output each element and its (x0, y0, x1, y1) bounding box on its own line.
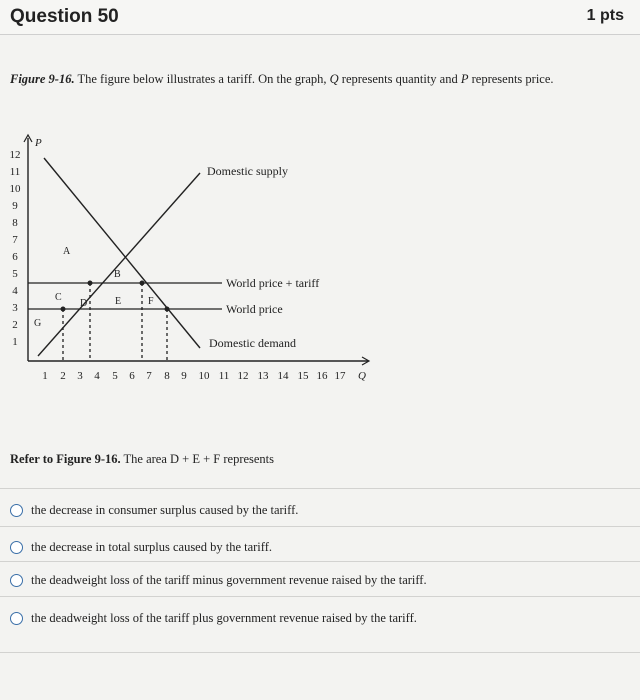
domestic-supply-line (38, 173, 200, 356)
question-points: 1 pts (586, 7, 624, 24)
radio-button[interactable] (10, 574, 23, 587)
point (165, 307, 170, 312)
figure-label: Figure 9-16. (10, 72, 75, 86)
y-tick: 1 (12, 336, 18, 348)
x-tick: 14 (277, 370, 289, 382)
radio-button[interactable] (10, 612, 23, 625)
intro-text-3: represents price. (468, 72, 554, 86)
x-tick: 12 (237, 370, 249, 382)
y-tick: 3 (12, 302, 18, 314)
x-tick: 8 (164, 370, 170, 382)
x-tick: 17 (334, 370, 346, 382)
y-tick: 7 (12, 234, 18, 246)
p-variable: P (460, 72, 469, 86)
area-label-b: B (114, 269, 121, 280)
point (88, 281, 93, 286)
divider (0, 652, 640, 653)
point (140, 281, 145, 286)
area-label-a: A (63, 246, 71, 257)
divider (0, 526, 640, 527)
tariff-graph (0, 128, 640, 388)
refer-text: The area D + E + F represents (120, 452, 275, 466)
y-tick: 11 (9, 166, 21, 178)
point (61, 307, 66, 312)
x-tick: 11 (218, 370, 230, 382)
x-tick: 5 (112, 370, 118, 382)
y-tick: 9 (12, 200, 18, 212)
option-label: the decrease in consumer surplus caused by the tariff. (31, 502, 299, 517)
x-tick: 15 (297, 370, 309, 382)
intro-text-2: represents quantity and (338, 72, 461, 86)
x-tick: 6 (129, 370, 135, 382)
y-tick: 5 (12, 268, 18, 280)
q-axis-label: Q (358, 370, 366, 382)
divider (0, 488, 640, 489)
answer-option-1[interactable] (10, 500, 298, 520)
y-tick-labels (10, 149, 22, 348)
option-label: the decrease in total surplus caused by the tariff. (31, 539, 273, 554)
y-tick: 8 (12, 217, 18, 229)
divider (0, 561, 640, 562)
world-price-tariff-label: World price + tariff (226, 276, 320, 290)
domestic-supply-label: Domestic supply (207, 164, 288, 178)
x-tick: 4 (94, 370, 100, 382)
world-price-label: World price (226, 302, 283, 316)
p-axis-label: P (35, 137, 42, 149)
x-tick: 2 (60, 370, 66, 382)
question-title: Question 50 (10, 6, 119, 27)
y-tick: 6 (12, 251, 18, 263)
question-header (0, 0, 640, 35)
area-label-d: D (80, 298, 88, 309)
x-tick: 9 (181, 370, 187, 382)
answer-option-3[interactable] (10, 570, 427, 590)
divider (0, 596, 640, 597)
refer-prompt (10, 452, 274, 467)
question-intro (10, 72, 620, 87)
area-label-c: C (55, 292, 62, 303)
x-tick-labels (42, 370, 354, 382)
q-variable: Q (329, 72, 339, 86)
option-label: the deadweight loss of the tariff plus government revenue raised by the tariff. (31, 610, 417, 625)
area-label-f: F (148, 296, 154, 307)
x-tick: 10 (198, 370, 210, 382)
area-label-e: E (115, 296, 122, 307)
x-tick: 3 (77, 370, 83, 382)
option-label: the deadweight loss of the tariff minus government revenue raised by the tariff. (31, 572, 427, 587)
x-tick: 13 (257, 370, 269, 382)
x-tick: 7 (146, 370, 152, 382)
radio-button[interactable] (10, 504, 23, 517)
answer-option-2[interactable] (10, 537, 272, 557)
y-tick: 4 (12, 285, 18, 297)
dashed-quantity-markers (63, 283, 167, 361)
x-tick: 1 (42, 370, 48, 382)
area-label-g: G (34, 318, 42, 329)
refer-figure: Refer to Figure 9-16. (10, 452, 121, 466)
y-tick: 2 (12, 319, 18, 331)
intro-text-1: The figure below illustrates a tariff. On the graph, (74, 72, 330, 86)
y-tick: 12 (9, 149, 21, 161)
domestic-demand-label: Domestic demand (209, 336, 296, 350)
x-tick: 16 (316, 370, 328, 382)
radio-button[interactable] (10, 541, 23, 554)
answer-option-4[interactable] (10, 608, 417, 628)
y-tick: 10 (9, 183, 21, 195)
